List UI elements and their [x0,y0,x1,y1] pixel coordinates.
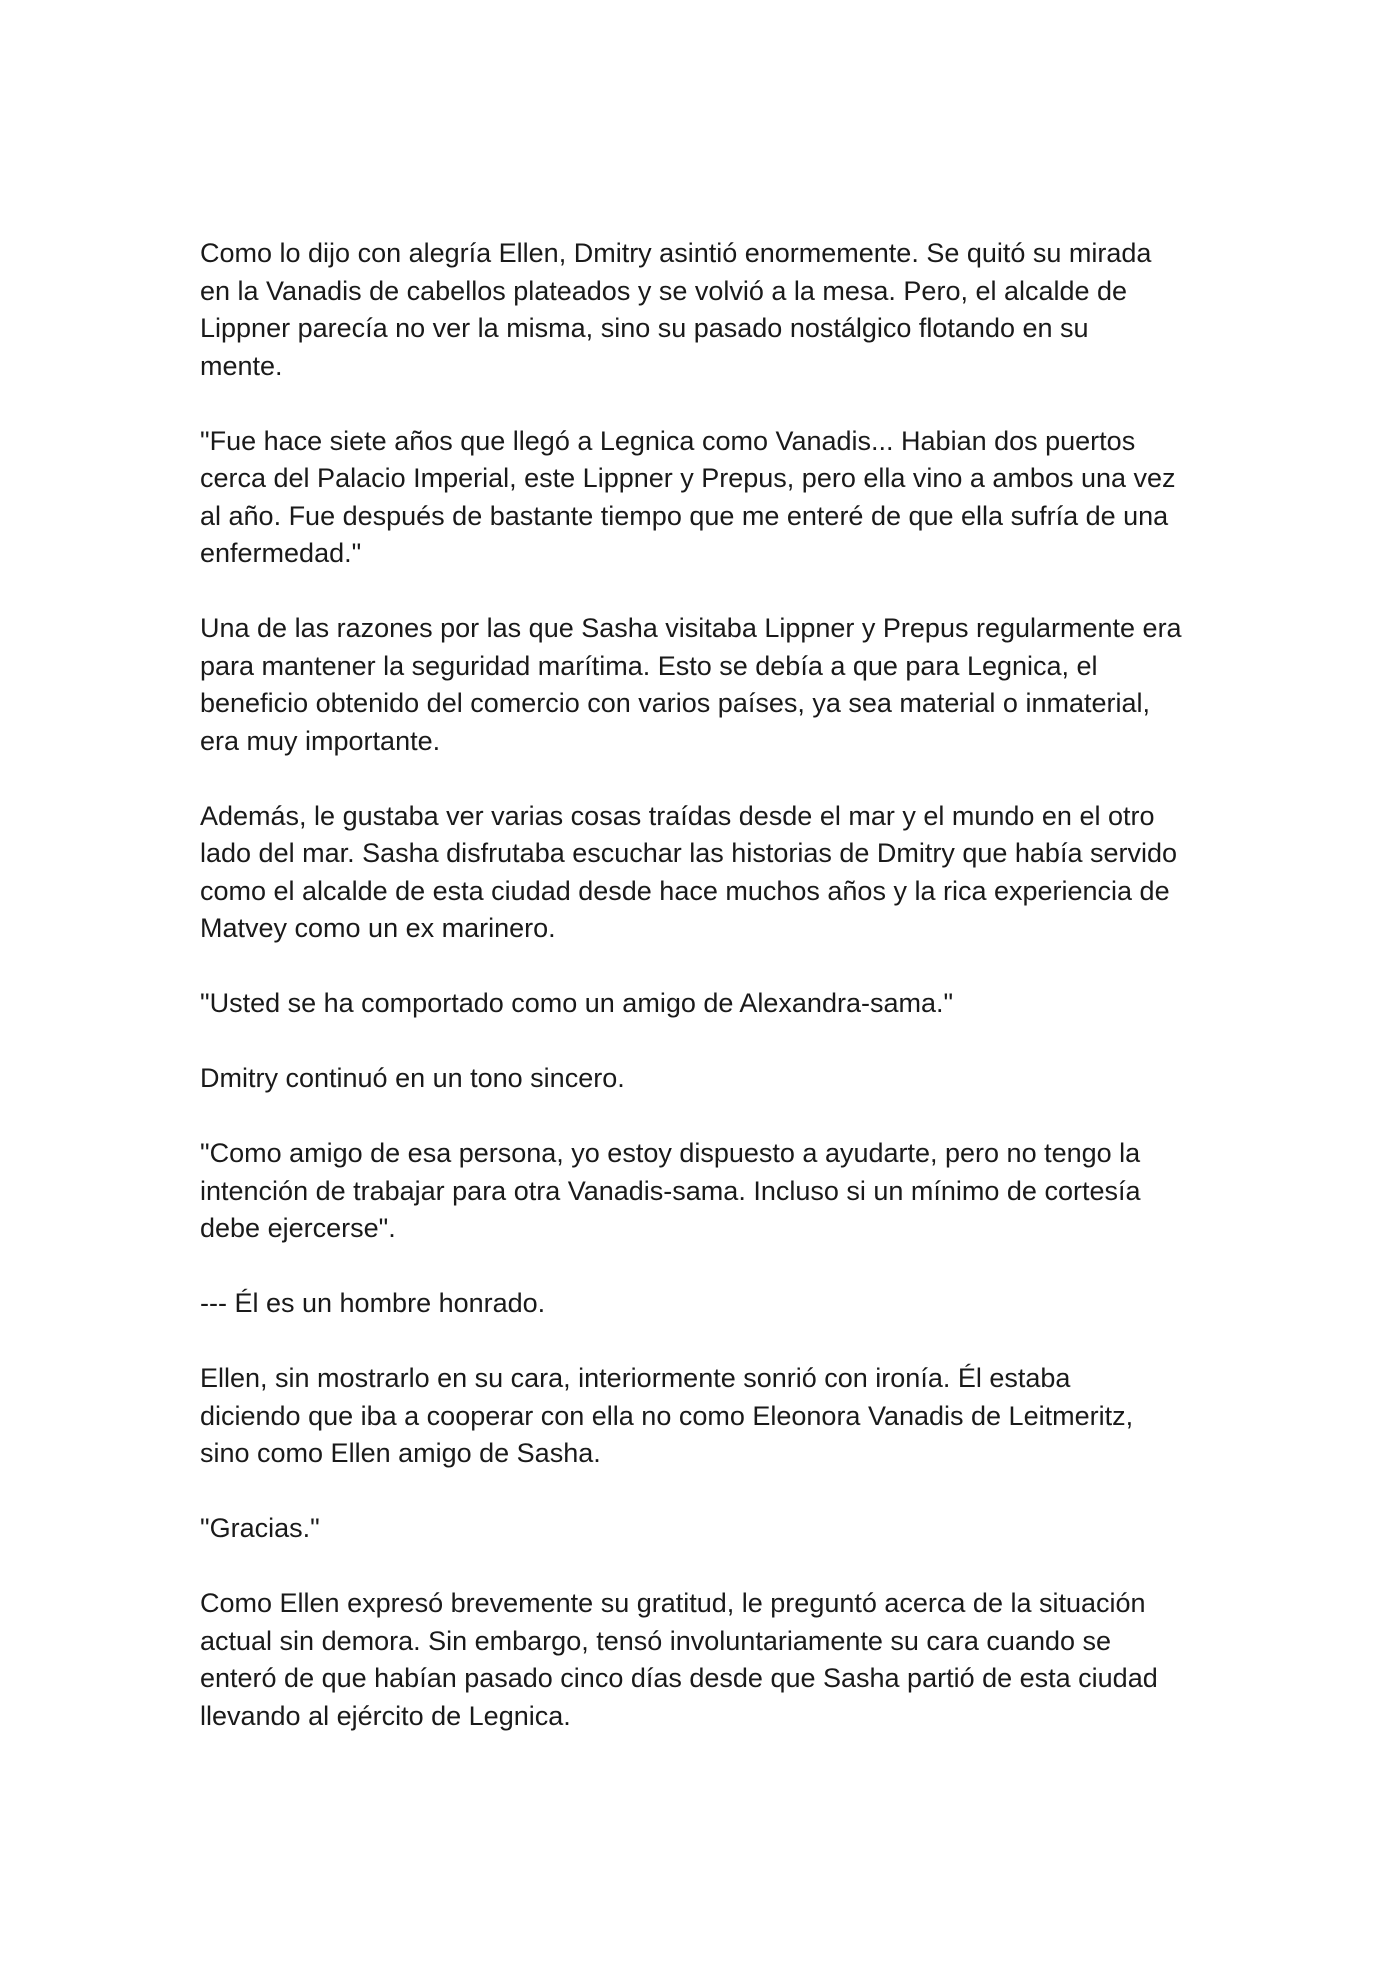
paragraph-3 [200,610,1210,760]
paragraph-11 [200,1585,1210,1735]
text-line: --- Él es un hombre honrado. [200,1288,546,1318]
paragraph-1 [200,235,1210,385]
text-line: sino como Ellen amigo de Sasha. [200,1438,601,1468]
paragraph-2 [200,423,1210,573]
text-line: Matvey como un ex marinero. [200,913,556,943]
document-page [200,235,1210,1773]
text-line: beneficio obtenido del comercio con varios países, ya sea material o inmaterial, [200,688,1150,718]
text-line: Ellen, sin mostrarlo en su cara, interiormente sonrió con ironía. Él estaba [200,1363,1071,1393]
paragraph-4 [200,798,1210,948]
text-line: Una de las razones por las que Sasha visitaba Lippner y Prepus regularmente era [200,613,1182,643]
paragraph-6 [200,1060,1210,1098]
text-line: Lippner parecía no ver la misma, sino su pasado nostálgico flotando en su [200,313,1089,343]
text-line: Como lo dijo con alegría Ellen, Dmitry asintió enormemente. Se quitó su mirada [200,238,1152,268]
paragraph-10 [200,1510,1210,1548]
text-line: intención de trabajar para otra Vanadis-sama. Incluso si un mínimo de cortesía [200,1175,1141,1206]
text-line: cerca del Palacio Imperial, este Lippner y Prepus, pero ella vino a ambos una vez [200,463,1176,493]
paragraph-9 [200,1360,1210,1473]
paragraph-8 [200,1285,1210,1323]
text-line: "Usted se ha comportado como un amigo de Alexandra-sama." [200,988,954,1018]
text-line: mente. [200,350,283,381]
text-line: diciendo que iba a cooperar con ella no como Eleonora Vanadis de Leitmeritz, [200,1400,1134,1431]
text-line: llevando al ejército de Legnica. [200,1700,571,1731]
text-line: actual sin demora. Sin embargo, tensó involuntariamente su cara cuando se [200,1625,1112,1656]
text-line: enfermedad." [200,538,362,568]
text-line: debe ejercerse". [200,1213,396,1243]
text-line: "Fue hace siete años que llegó a Legnica como Vanadis... Habian dos puertos [200,425,1136,456]
text-line: en la Vanadis de cabellos plateados y se volvió a la mesa. Pero, el alcalde de [200,275,1128,306]
text-line: "Como amigo de esa persona, yo estoy dispuesto a ayudarte, pero no tengo la [200,1138,1141,1168]
text-line: al año. Fue después de bastante tiempo que me enteré de que ella sufría de una [200,500,1169,531]
text-line: enteró de que habían pasado cinco días desde que Sasha partió de esta ciudad [200,1663,1158,1693]
paragraph-7 [200,1135,1210,1248]
text-line: "Gracias." [200,1513,320,1543]
text-line: Como Ellen expresó brevemente su gratitud, le preguntó acerca de la situación [200,1588,1146,1618]
paragraph-5 [200,985,1210,1023]
text-line: para mantener la seguridad marítima. Esto se debía a que para Legnica, el [200,650,1098,681]
text-line: Además, le gustaba ver varias cosas traídas desde el mar y el mundo en el otro [200,800,1155,831]
text-line: era muy importante. [200,725,441,756]
text-line: lado del mar. Sasha disfrutaba escuchar las historias de Dmitry que había servido [200,838,1178,868]
text-line: como el alcalde de esta ciudad desde hace muchos años y la rica experiencia de [200,875,1170,906]
text-line: Dmitry continuó en un tono sincero. [200,1063,625,1093]
